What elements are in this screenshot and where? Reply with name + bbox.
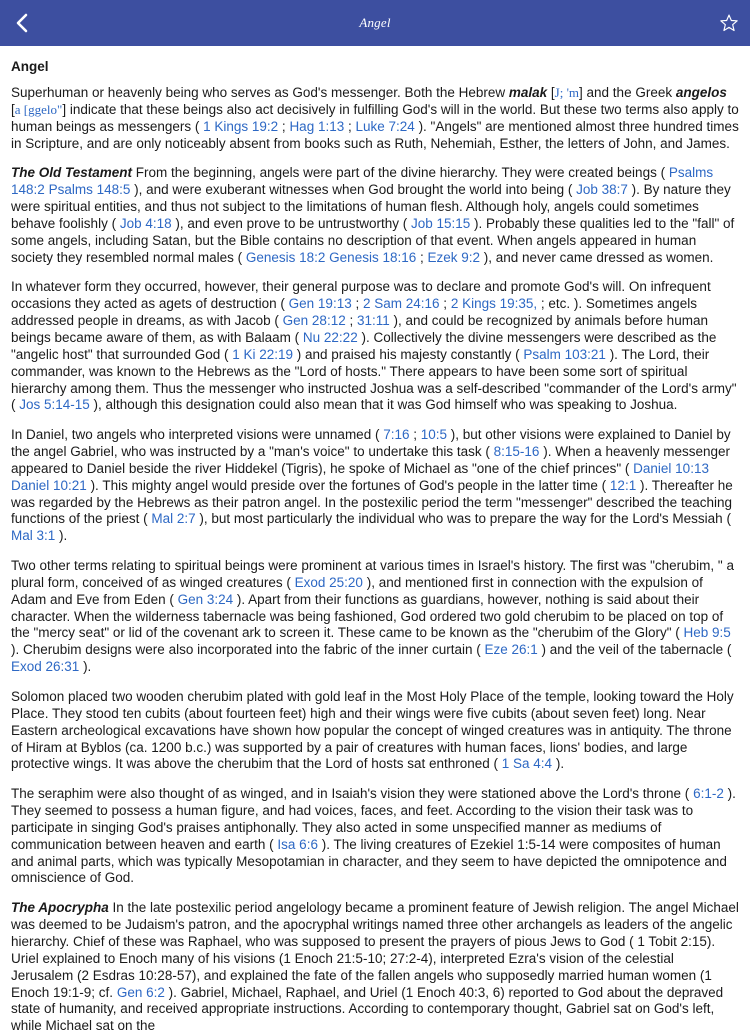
favorite-button[interactable] — [714, 9, 744, 37]
text: ), and could be recognized by animals before human beings became aware of them, as with Balaam ( — [11, 313, 708, 345]
term-greek: angelos — [675, 85, 727, 100]
text: ). Thereafter he was regarded by the Hebrews as their patron angel. In the postexilic period the term "messenger" described the teaching functions of the priest ( — [11, 477, 733, 527]
text: ). This mighty angel would preside over the fortunes of God's people in the latter time ( — [86, 477, 610, 493]
paragraph-purpose — [11, 279, 739, 414]
scripture-link[interactable]: 2 Kings 19:35, — [450, 296, 538, 312]
text: ; — [409, 427, 421, 443]
text: ; — [278, 118, 290, 134]
section-lead: The Apocrypha — [11, 900, 109, 916]
article-content — [0, 46, 750, 1034]
scripture-link[interactable]: 8:15-16 — [493, 444, 540, 460]
scripture-link[interactable]: Gen 6:2 — [116, 984, 165, 1000]
text: ). — [79, 659, 92, 675]
text: ). Gabriel, Michael, Raphael, and Uriel (1 Enoch 40:3, 6) reported to God about the depraved state of humanity, and received appropriate instructions. According to contemporary thought, Gabriel sat on God's left, while Michael sat on the — [11, 984, 724, 1034]
back-button[interactable] — [8, 9, 36, 37]
text: ). The living creatures of Ezekiel 1:5-14 were composites of human and animal parts, which was typically Mesopotamian in character, and they seem to have depicted the omnipotence and omniscience of God. — [11, 836, 727, 886]
scripture-link[interactable]: Daniel 10:13 — [633, 460, 709, 476]
text: Superhuman or heavenly being who serves as God's messenger. Both the Hebrew — [11, 85, 509, 100]
scripture-link[interactable]: 2 Sam 24:16 — [362, 296, 440, 312]
scripture-link[interactable]: Mal 2:7 — [151, 511, 196, 527]
section-lead: The Old Testament — [11, 165, 133, 181]
text: ), although this designation could also mean that it was God himself who was speaking to Joshua. — [89, 397, 678, 413]
scripture-link[interactable]: Exod 25:20 — [294, 574, 363, 590]
hebrew-glyph: J; 'm — [554, 85, 580, 100]
scripture-link[interactable]: Gen 19:13 — [288, 296, 352, 312]
paragraph-daniel — [11, 427, 739, 545]
scripture-link[interactable]: Genesis 18:16 — [329, 249, 417, 265]
text: [ — [547, 85, 555, 100]
text: ; — [416, 249, 428, 265]
paragraph-apocrypha — [11, 900, 739, 1035]
scripture-link[interactable]: 1 Sa 4:4 — [501, 756, 553, 772]
scripture-link[interactable]: Hag 1:13 — [289, 118, 345, 134]
text: ; — [344, 118, 356, 134]
scripture-link[interactable]: Heb 9:5 — [683, 625, 731, 641]
text: ) and the veil of the tabernacle ( — [537, 642, 732, 658]
scripture-link[interactable]: Ezek 9:2 — [427, 249, 481, 265]
scripture-link[interactable]: 31:11 — [356, 313, 390, 329]
scripture-link[interactable]: 10:5 — [420, 427, 448, 443]
text: ). Collectively the divine messengers were described as the "angelic host" that surrounded God ( — [11, 329, 717, 362]
greek-glyph: a [ggelo" — [14, 101, 63, 117]
text: In Daniel, two angels who interpreted visions were unnamed ( — [11, 427, 384, 443]
text: ), and were exuberant witnesses when God brought the world into being ( — [130, 182, 577, 198]
scripture-link[interactable]: 7:16 — [383, 427, 410, 443]
paragraph-old-testament — [11, 165, 739, 266]
text: In whatever form they occurred, however, their general purpose was to declare and promote God's will. On infrequent occasions they acted as agets of destruction ( — [11, 279, 711, 312]
text: ). — [55, 528, 68, 544]
text: [ — [11, 101, 15, 117]
navigation-bar — [0, 0, 750, 46]
text: ; — [351, 296, 363, 312]
star-icon — [719, 13, 739, 33]
scripture-link[interactable]: Jos 5:14-15 — [19, 397, 90, 413]
text: ). The Lord, their commander, was known to the Hebrews as the "Lord of hosts." There appears to have been some sort of spiritual hierarchy among them. Thus the messenger who instructed Joshua was a self-described "commander of the Lord's army" ( — [11, 346, 737, 413]
text: ] indicate that these beings also act decisively in fulfilling God's will in the world. But these two terms also apply to human beings as messengers ( — [11, 101, 739, 134]
text: Two other terms relating to spiritual beings were prominent at various times in Israel's history. The first was "cherubim, " a plural form, conceived of as winged creatures ( — [11, 558, 734, 590]
text: In the late postexilic period angelology became a prominent feature of Jewish religion. The angel Michael was deemed to be Judaism's patron, and the apocryphal writings named three other archangels as leaders of the angelic hierarchy. Chief of these was Raphael, who was supposed to present the prayers of pious Jews to God ( 1 Tobit 2:15). Uriel explained to Enoch many of his visions (1 Enoch 21:5-10; 27:2-4), interpreted Ezra's vision of the celestial Jerusalem (2 Esdras 10:28-57), and explained the fate of the fallen angels who supposedly married human women (1 Enoch 19:1-9; cf. — [11, 900, 739, 1000]
text: ), and never came dressed as women. — [480, 249, 714, 265]
text: ; — [439, 296, 451, 312]
chevron-left-icon — [15, 13, 29, 33]
paragraph-intro — [11, 85, 739, 152]
scripture-link[interactable]: Job 4:18 — [119, 215, 172, 231]
scripture-link[interactable]: Psalms 148:5 — [48, 182, 131, 198]
text: ). When a heavenly messenger appeared to Daniel beside the river Hiddekel (Tigris), he spoke of Michael as "one of the chief princes" ( — [11, 444, 731, 476]
scripture-link[interactable]: Isa 6:6 — [277, 836, 318, 852]
scripture-link[interactable]: Daniel 10:21 — [11, 477, 87, 493]
text: ), but most particularly the individual who was to prepare the way for the Lord's Messiah ( — [195, 511, 731, 527]
text: ). Cherubim designs were also incorporated into the fabric of the inner curtain ( — [11, 642, 485, 658]
scripture-link[interactable]: Psalm 103:21 — [523, 346, 606, 362]
term-hebrew: malak — [508, 85, 548, 100]
scripture-link[interactable]: 12:1 — [609, 477, 637, 493]
page-title: Angel — [359, 15, 391, 30]
scripture-link[interactable]: 1 Ki 22:19 — [232, 346, 294, 362]
text: ), and even prove to be untrustworthy ( — [171, 215, 411, 231]
paragraph-seraphim — [11, 786, 739, 887]
text: ; etc. ). Sometimes angels addressed people in dreams, as with Jacob ( — [11, 296, 697, 329]
scripture-link[interactable]: Psalms 148:2 — [11, 165, 714, 198]
scripture-link[interactable]: Gen 28:12 — [282, 313, 346, 329]
article-heading: Angel — [11, 59, 49, 74]
scripture-link[interactable]: Job 38:7 — [576, 182, 628, 198]
text: ). Apart from their functions as guardians, however, nothing is said about their character. When the wilderness tabernacle was being fashioned, God ordered two gold cherubim to be placed on top of the "mercy seat" or lid of the covenant ark to screen it. These came to be known as the "cherubim of the Glory" ( — [11, 591, 724, 641]
scripture-link[interactable]: Exod 26:31 — [11, 659, 80, 675]
paragraph-cherubim — [11, 558, 739, 676]
scripture-link[interactable]: Nu 22:22 — [302, 329, 358, 345]
scripture-link[interactable]: Eze 26:1 — [484, 642, 538, 658]
text: ] and the Greek — [579, 85, 676, 100]
scripture-link[interactable]: Gen 3:24 — [177, 591, 234, 607]
text: From the beginning, angels were part of the divine hierarchy. They were created beings ( — [132, 165, 669, 181]
text: ) and praised his majesty constantly ( — [293, 346, 524, 362]
text: The seraphim were also thought of as winged, and in Isaiah's vision they were stationed above the Lord's throne ( — [11, 786, 694, 802]
scripture-link[interactable]: Genesis 18:2 — [245, 249, 326, 265]
text: ). They seemed to possess a human figure, and had voices, faces, and feet. According to the vision their task was to participate in singing God's praises antiphonally. They also acted in some unspecified manner as mediums of communication between heaven and earth ( — [11, 786, 736, 852]
text: ). Probably these qualities led to the "fall" of some angels, including Satan, but the Bible contains no description of that event. When angels appeared in human society they resembled normal males ( — [11, 215, 735, 265]
scripture-link[interactable]: Mal 3:1 — [11, 528, 56, 544]
text: ). By nature they were spiritual entities, and thus not subject to the limitations of human flesh. Although holy, angels could sometimes behave foolishly ( — [11, 182, 731, 231]
text: ). — [552, 756, 565, 772]
scripture-link[interactable]: 6:1-2 — [693, 786, 724, 802]
text: Solomon placed two wooden cherubim plated with gold leaf in the Most Holy Place of the temple, looking toward the Holy Place. They stood ten cubits (about fourteen feet) high and their wings were five cubits (about seven feet) long. Near Eastern archeological excavations have shown how popular the concept of winged creatures was in antiquity. The throne of Hiram at Byblos (ca. 1200 b.c.) was supported by a pair of creatures with human faces, lions' bodies, and large protective wings. It was above the cherubim that the Lord of hosts sat enthroned ( — [11, 689, 734, 772]
paragraph-solomon — [11, 689, 739, 773]
text: ; — [345, 313, 357, 329]
scripture-link[interactable]: Job 15:15 — [410, 215, 471, 231]
text: ). "Angels" are mentioned almost three hundred times in Scripture, and are only noticeably absent from books such as Ruth, Nehemiah, Esther, the letters of John, and James. — [11, 118, 739, 151]
scripture-link[interactable]: 1 Kings 19:2 — [203, 118, 279, 134]
scripture-link[interactable]: Luke 7:24 — [355, 118, 415, 134]
text: ), but other visions were explained to Daniel by the angel Gabriel, who was instructed by a "man's voice" to undertake this task ( — [11, 427, 731, 460]
text: ), and mentioned first in connection with the expulsion of Adam and Eve from Eden ( — [11, 574, 703, 607]
